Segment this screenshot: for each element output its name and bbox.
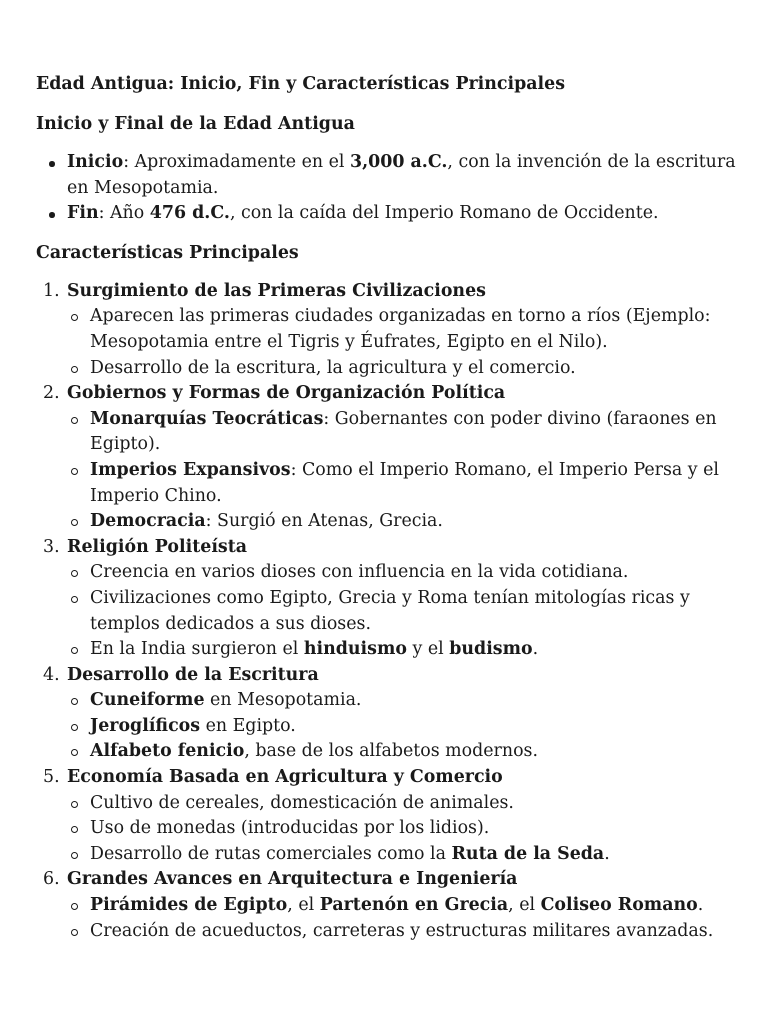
inicio-fin-list — [36, 150, 736, 227]
sub-item — [67, 893, 736, 919]
item-number: 4. — [43, 664, 60, 685]
list-item-4 — [36, 663, 736, 765]
sub-item — [67, 714, 736, 740]
sub-item — [67, 356, 736, 382]
sub-list — [67, 304, 736, 381]
text: : Aproximadamente en el — [123, 152, 350, 172]
item-title: Gobiernos y Formas de Organización Política — [67, 383, 506, 404]
text: en Mesopotamia. — [204, 690, 362, 711]
sub-list — [67, 893, 736, 944]
sub-item — [67, 560, 736, 586]
bold-text: Monarquías Teocráticas — [90, 408, 324, 429]
sub-item — [67, 509, 736, 535]
text: , base de los alfabetos modernos. — [244, 741, 538, 762]
list-item-inicio — [36, 150, 736, 201]
list-item-5 — [36, 765, 736, 867]
sub-list — [67, 560, 736, 662]
bold-text: Alfabeto fenicio — [90, 741, 245, 762]
bold-text: hinduismo — [303, 639, 407, 660]
item-title: Grandes Avances en Arquitectura e Ingeniería — [67, 869, 518, 890]
section-heading-caracteristicas: Características Principales — [36, 242, 299, 263]
text: Creación de acueductos, carreteras y estructuras militares avanzadas. — [90, 920, 714, 941]
sub-item — [67, 816, 736, 842]
text: . — [604, 843, 610, 864]
item-title: Religión Politeísta — [67, 536, 248, 557]
bold-text: Democracia — [90, 511, 206, 532]
item-title: Economía Basada en Agricultura y Comercio — [67, 767, 503, 788]
sub-list — [67, 407, 736, 535]
label-inicio: Inicio — [67, 152, 124, 172]
bold-text: 476 d.C. — [149, 203, 230, 224]
bold-text: Jeroglíficos — [90, 715, 201, 736]
text: Civilizaciones como Egipto, Grecia y Roma tenían mitologías ricas y templos dedicados a sus dioses. — [90, 587, 690, 634]
text: En la India surgieron el — [90, 639, 304, 660]
bold-text: Coliseo Romano — [540, 895, 698, 916]
item-number: 6. — [43, 869, 60, 890]
text: Desarrollo de rutas comerciales como la — [90, 843, 452, 864]
text: en Egipto. — [200, 715, 296, 736]
text: Cultivo de cereales, domesticación de animales. — [90, 792, 514, 813]
text: , con la caída del Imperio Romano de Occidente. — [229, 203, 659, 224]
document-body — [36, 70, 736, 944]
item-number: 3. — [43, 536, 60, 557]
list-item-2 — [36, 381, 736, 535]
sub-list — [67, 688, 736, 765]
document-title: Edad Antigua: Inicio, Fin y Características Principales — [36, 74, 566, 94]
text: , el — [287, 895, 320, 916]
sub-item — [67, 586, 736, 637]
caracteristicas-list — [36, 279, 736, 944]
item-title: Surgimiento de las Primeras Civilizaciones — [67, 280, 486, 301]
sub-item — [67, 407, 736, 458]
bold-text: Partenón en Grecia — [319, 895, 509, 916]
sub-item — [67, 688, 736, 714]
text: Uso de monedas (introducidas por los lidios). — [90, 818, 490, 839]
item-number: 5. — [43, 767, 60, 788]
list-item-fin — [36, 201, 736, 227]
sub-item — [67, 458, 736, 509]
text: y el — [406, 639, 450, 660]
bold-text: Cuneiforme — [90, 690, 205, 711]
bold-text: Ruta de la Seda — [451, 843, 605, 864]
text: . — [697, 895, 704, 916]
bold-text: 3,000 a.C. — [349, 152, 448, 172]
text: : Gobernantes con poder divino (faraones en Egipto). — [90, 408, 717, 455]
section-heading-inicio-final: Inicio y Final de la Edad Antigua — [36, 114, 355, 134]
text: Creencia en varios dioses con influencia en la vida cotidiana. — [90, 562, 629, 583]
label-fin: Fin — [67, 203, 99, 224]
text: : Surgió en Atenas, Grecia. — [205, 511, 443, 532]
text: , el — [508, 895, 541, 916]
sub-item — [67, 304, 736, 355]
item-number: 1. — [43, 280, 60, 301]
bold-text: Imperios Expansivos — [90, 459, 291, 480]
sub-item — [67, 791, 736, 817]
item-number: 2. — [43, 383, 60, 404]
text: : Como el Imperio Romano, el Imperio Persa y el Imperio Chino. — [90, 459, 719, 506]
sub-item — [67, 842, 736, 868]
sub-item — [67, 637, 736, 663]
sub-item — [67, 919, 736, 945]
bold-text: Pirámides de Egipto — [90, 895, 288, 916]
bold-text: budismo — [449, 639, 533, 660]
item-title: Desarrollo de la Escritura — [67, 664, 319, 685]
text: Aparecen las primeras ciudades organizadas en torno a ríos (Ejemplo: Mesopotamia entre el Tigris y Éufrates, Egipto en el Nilo). — [90, 306, 711, 352]
text: , con la invención de la escritura en Mesopotamia. — [67, 152, 736, 198]
list-item-6 — [36, 867, 736, 944]
sub-item — [67, 739, 736, 765]
sub-list — [67, 791, 736, 868]
list-item-3 — [36, 535, 736, 663]
list-item-1 — [36, 279, 736, 381]
text: . — [532, 639, 539, 660]
text: Desarrollo de la escritura, la agricultura y el comercio. — [90, 357, 576, 378]
text: : Año — [98, 203, 150, 224]
